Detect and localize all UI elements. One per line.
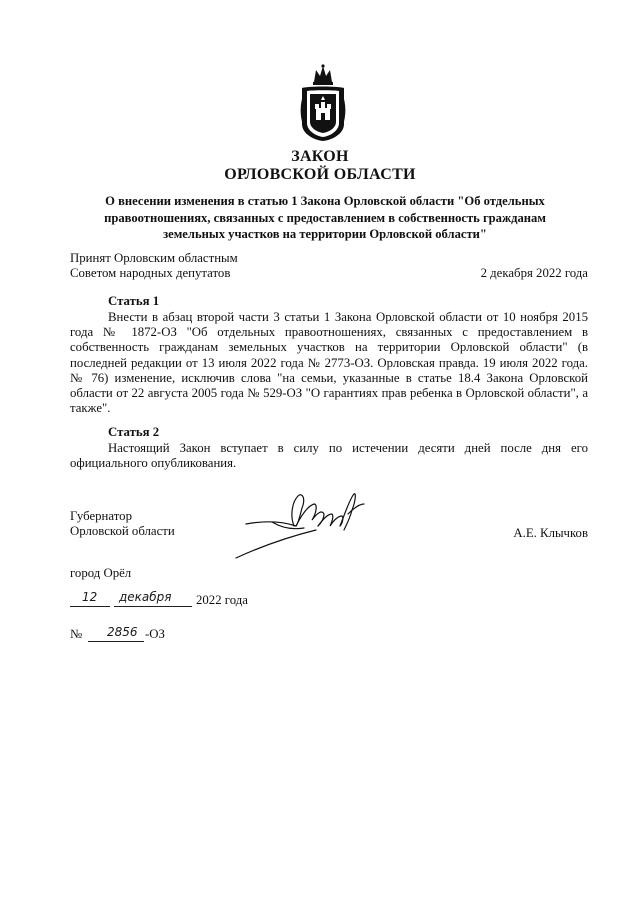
coat-of-arms-icon — [298, 64, 348, 142]
law-number: 2856 — [107, 625, 138, 639]
article2-heading: Статья 2 — [108, 425, 160, 439]
date-month: декабря — [119, 590, 172, 604]
adopted-line1: Принят Орловским областным — [70, 251, 238, 265]
document-title-line1: ЗАКОН — [291, 148, 349, 165]
date-year: 2022 года — [196, 593, 248, 607]
subtitle-line: О внесении изменения в статью 1 Закона Орловской области "Об отдельных — [105, 194, 545, 208]
governor-title-line1: Губернатор — [70, 509, 132, 523]
article1-heading: Статья 1 — [108, 294, 160, 308]
article2-text: Настоящий Закон вступает в силу по истечении десяти дней после дня его официального опубликования. — [70, 441, 588, 471]
document-subtitle — [90, 193, 560, 243]
date-month-underline — [114, 606, 192, 607]
law-number-prefix: № — [70, 627, 83, 641]
date-day: 12 — [82, 590, 98, 604]
law-number-underline — [88, 641, 144, 642]
governor-title-line2: Орловской области — [70, 524, 175, 538]
date-day-underline — [70, 606, 110, 607]
signature-icon — [232, 486, 372, 562]
governor-name: А.Е. Клычков — [513, 526, 588, 540]
article1-text: Внести в абзац второй части 3 статьи 1 Закона Орловской области от 10 ноября 2015 года № 1872-ОЗ "Об отдельных правоотношениях, связанных с предоставлением в собственность гражданам земельных участков на территории Орловской области" (в последней редакции от 13 июля 2022 года № 2773-ОЗ. Орловская правда. 19 июля 2022 года. № 76) изменение, исключив слова "на семьи, указанные в статье 18.4 Закона Орловской области от 22 августа 2005 года № 529-ОЗ "О гарантиях прав ребенка в Орловской области", а также". — [70, 310, 588, 416]
city-label: город Орёл — [70, 566, 132, 580]
law-number-suffix: -ОЗ — [145, 627, 165, 641]
adopted-line2: Советом народных депутатов — [70, 266, 231, 280]
document-title-line2: ОРЛОВСКОЙ ОБЛАСТИ — [224, 166, 416, 183]
subtitle-line: земельных участков на территории Орловской области" — [163, 227, 487, 241]
subtitle-line: правоотношениях, связанных с предоставлением в собственность гражданам — [104, 210, 546, 225]
adopted-date: 2 декабря 2022 года — [480, 266, 588, 280]
